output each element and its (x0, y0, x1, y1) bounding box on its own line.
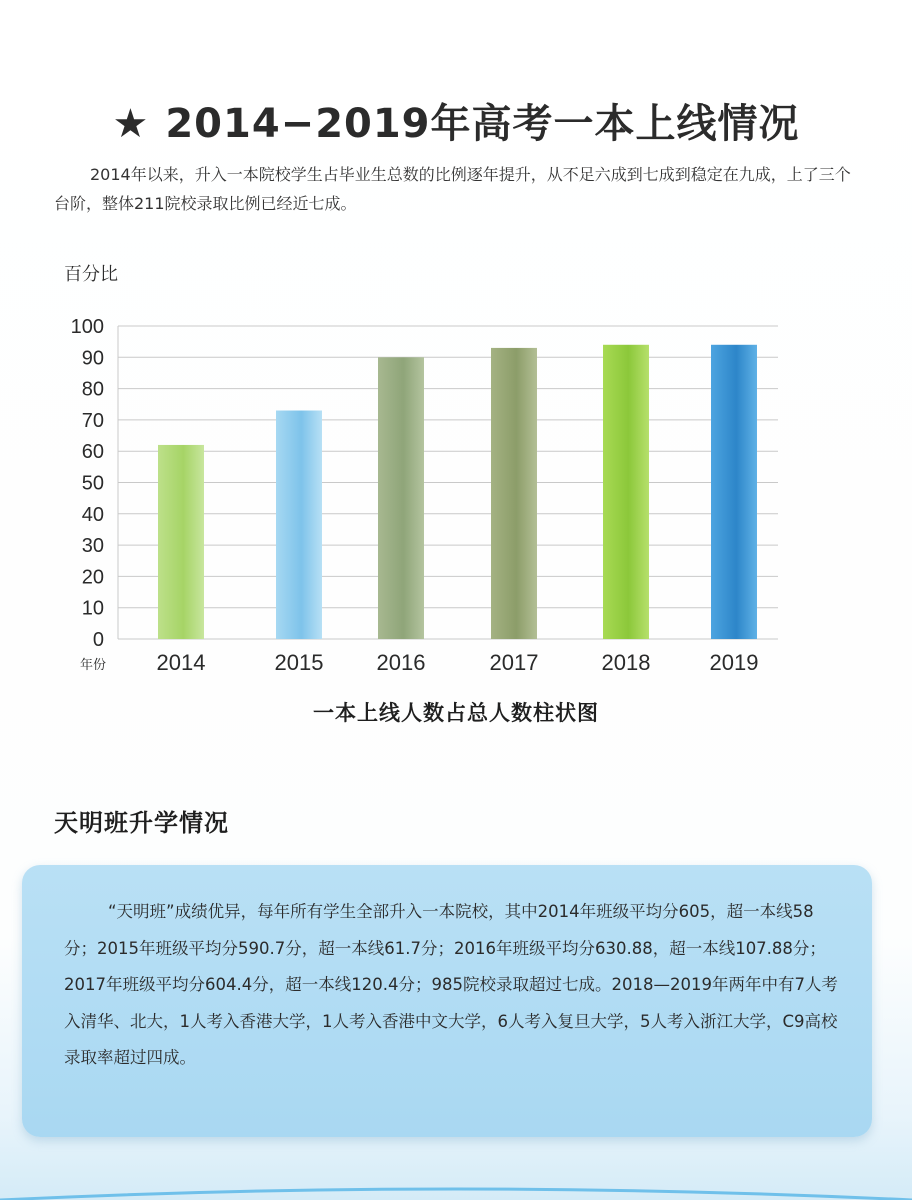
chart-caption: 一本上线人数占总人数柱状图 (313, 701, 599, 725)
y-tick-label: 20 (81, 566, 104, 589)
y-tick-label: 70 (81, 409, 104, 432)
y-tick-label: 50 (81, 472, 104, 495)
y-axis-title: 百分比 (64, 264, 118, 285)
y-tick-label: 40 (81, 503, 104, 526)
y-tick-label: 80 (81, 378, 104, 401)
bar-2014 (158, 445, 204, 639)
x-tick-label: 2018 (601, 650, 651, 675)
y-tick-label: 30 (81, 535, 104, 558)
bar-2018 (603, 345, 649, 639)
y-tick-label: 0 (92, 629, 104, 651)
bar-2019 (711, 345, 757, 639)
x-axis-labels (157, 650, 759, 675)
y-tick-label: 90 (81, 347, 104, 370)
x-tick-label: 2016 (376, 650, 426, 675)
y-tick-label: 60 (81, 441, 104, 464)
bar-2015 (276, 411, 322, 639)
section-heading: 天明班升学情况 (54, 809, 229, 837)
x-tick-label: 2014 (156, 650, 206, 675)
decorative-wave (0, 1160, 912, 1200)
bar-2017 (491, 348, 537, 639)
x-axis-title: 年份 (80, 658, 107, 673)
y-tick-label: 10 (81, 597, 104, 620)
gridlines (118, 326, 778, 639)
star-icon: ★ (112, 101, 150, 147)
info-box-text: “天明班”成绩优异，每年所有学生全部升入一本院校，其中2014年班级平均分605，超一本线58分；2015年班级平均分590.7分，超一本线61.7分；2016年班级平均分630.88，超一本线107.88分；2017年班级平均分604.4分，超一本线120.4分；985院校录取超过七成。2018—2019年两年中有7人考入清华、北大，1人考入香港大学，1人考入香港中文大学，6人考入复旦大学，5人考入浙江大学，C9高校录取率超过四成。 (64, 902, 838, 1067)
y-tick-label: 100 (70, 316, 104, 338)
x-tick-label: 2017 (489, 650, 539, 675)
x-tick-label: 2015 (274, 650, 324, 675)
bar-chart (0, 250, 912, 690)
x-tick-label: 2019 (709, 650, 759, 675)
page-title-text: 2014−2019年高考一本上线情况 (165, 101, 800, 147)
bar-2016 (378, 357, 424, 639)
page-title (0, 92, 912, 149)
intro-paragraph: 2014年以来，升入一本院校学生占毕业生总数的比例逐年提升，从不足六成到七成到稳定在九成，上了三个台阶，整体211院校录取比例已经近七成。 (54, 165, 851, 213)
y-axis-ticks (71, 316, 104, 651)
